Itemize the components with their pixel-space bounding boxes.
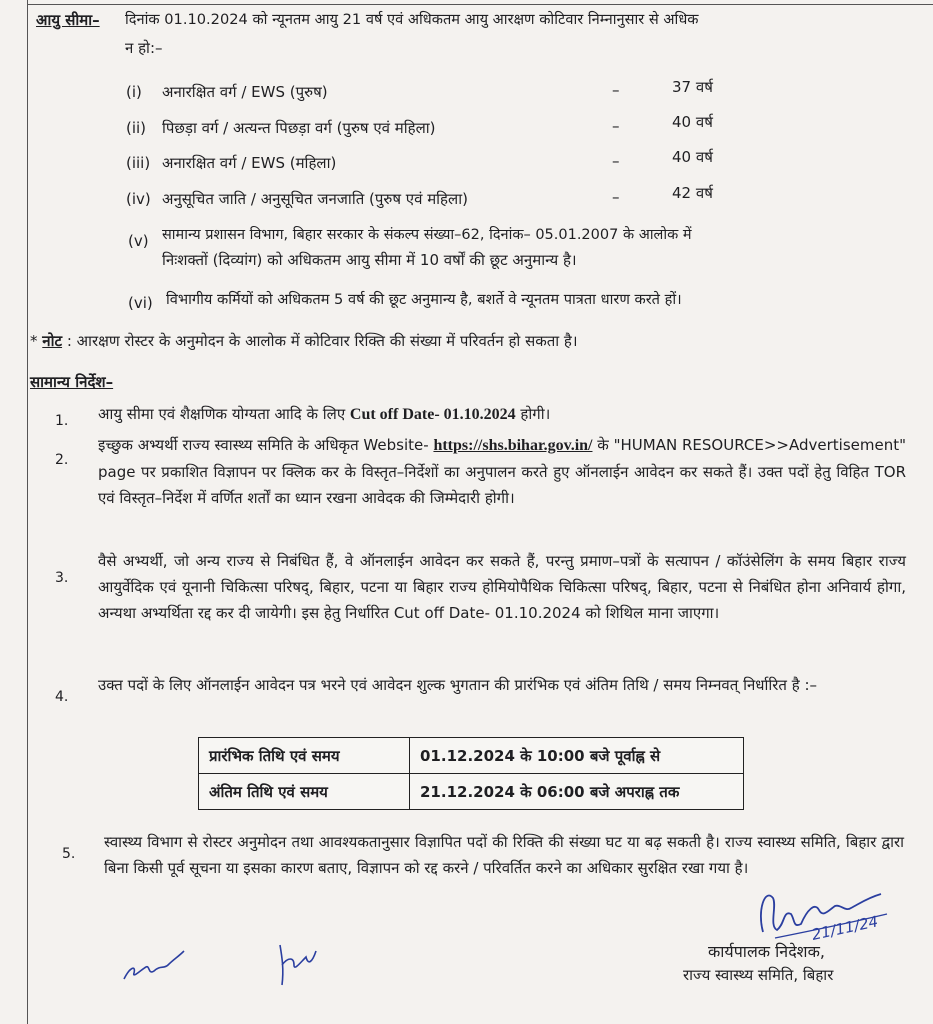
dates-table	[198, 737, 744, 810]
age-limit-intro-line1: दिनांक 01.10.2024 को न्यूनतम आयु 21 वर्ष एवं अधिकतम आयु आरक्षण कोटिवार निम्नानुसार से अधिक	[125, 11, 699, 28]
initials-signature-1	[118, 945, 193, 985]
end-date-label: अंतिम तिथि एवं समय	[199, 774, 410, 810]
signatory-title: कार्यपालक निदेशक,	[708, 942, 825, 961]
list-item-dash: –	[612, 188, 620, 206]
para-2-rest: के "HUMAN RESOURCE>>Advertisement" page पर प्रकाशित विज्ञापन पर क्लिक कर के विस्तृत–निर्देशों का अनुपालन करते हुए ऑनलाईन आवेदन कर सकते हैं। उक्त पदों हेतु विहित TOR एवं विस्तृत–निर्देश में वर्णित शर्तों का ध्यान रखना आवेदक की जिम्मेदारी होगी।	[98, 436, 906, 507]
general-heading: सामान्य निर्देश–	[30, 373, 114, 391]
list-item-text: अनारक्षित वर्ग / EWS (पुरुष)	[162, 83, 328, 101]
para-2-text: इच्छुक अभ्यर्थी राज्य स्वास्थ्य समिति के अधिकृत Website-	[98, 436, 434, 454]
note-star: *	[30, 332, 38, 350]
list-item-num: (i)	[126, 83, 142, 101]
list-item-dash: –	[612, 152, 620, 170]
list-item-num: (iv)	[126, 190, 151, 208]
cutoff-date: Cut off Date- 01.10.2024	[349, 406, 516, 423]
list-item-text: सामान्य प्रशासन विभाग, बिहार सरकार के संकल्प संख्या–62, दिनांक– 05.01.2007 के आलोक में	[162, 227, 692, 243]
list-item-value: 37 वर्ष	[672, 78, 713, 96]
para-1-text: आयु सीमा एवं शैक्षणिक योग्यता आदि के लिए	[98, 405, 350, 423]
para-num: 3.	[55, 570, 69, 586]
left-border-line	[27, 0, 28, 1024]
para-2	[98, 432, 906, 511]
list-item-num: (ii)	[126, 119, 147, 137]
age-limit-heading	[36, 10, 100, 30]
signatory-org: राज्य स्वास्थ्य समिति, बिहार	[683, 966, 834, 984]
list-item-dash: –	[612, 81, 620, 99]
list-item-num: (vi)	[128, 294, 153, 312]
para-3: वैसे अभ्यर्थी, जो अन्य राज्य से निबंधित हैं, वे ऑनलाईन आवेदन कर सकते हैं, परन्तु प्रमाण–पत्रों के सत्यापन / कॉउंसेलिंग के समय बिहार राज्य आयुर्वेदिक एवं यूनानी चिकित्सा परिषद्, बिहार, पटना या बिहार राज्य होमियोपैथिक चिकित्सा परिषद्, बिहार, पटना से निबंधित होना अनिवार्य होगा, अन्यथा अभ्यर्थिता रद्द कर दी जायेगी। इस हेतु निर्धारित Cut off Date- 01.10.2024 को शिथिल माना जाएगा।	[98, 552, 906, 622]
list-item-num: (v)	[128, 232, 149, 250]
note-line	[30, 331, 578, 351]
website-link[interactable]: https://shs.bihar.gov.in/	[433, 437, 593, 454]
list-item-value: 40 वर्ष	[672, 113, 713, 131]
age-limit-heading-text: आयु सीमा–	[36, 11, 100, 29]
para-1	[98, 404, 550, 425]
start-date-label: प्रारंभिक तिथि एवं समय	[199, 738, 410, 774]
para-num: 4.	[55, 689, 69, 705]
list-item-value: 42 वर्ष	[672, 184, 713, 202]
top-border-line	[27, 4, 933, 5]
para-5: स्वास्थ्य विभाग से रोस्टर अनुमोदन तथा आवश्यकतानुसार विज्ञापित पदों की रिक्ति की संख्या घट या बढ़ सकती है। राज्य स्वास्थ्य समिति, बिहार द्वारा बिना किसी पूर्व सूचना या इसका कारण बताए, विज्ञापन को रद्द करने / परिवर्तित करने का अधिकार सुरक्षित रखा गया है।	[104, 833, 904, 877]
list-item-text: निःशक्तों (दिव्यांग) को अधिकतम आयु सीमा में 10 वर्षों की छूट अनुमान्य है।	[162, 251, 577, 269]
note-text: : आरक्षण रोस्टर के अनुमोदन के आलोक में कोटिवार रिक्ति की संख्या में परिवर्तन हो सकता है।	[66, 332, 578, 350]
list-item-text: अनारक्षित वर्ग / EWS (महिला)	[162, 154, 337, 172]
para-1-end: होगी।	[515, 405, 551, 423]
list-item-text: पिछड़ा वर्ग / अत्यन्त पिछड़ा वर्ग (पुरुष एवं महिला)	[162, 119, 436, 137]
start-date-value: 01.12.2024 के 10:00 बजे पूर्वाह्न से	[410, 738, 744, 774]
para-num: 2.	[55, 452, 69, 468]
para-4: उक्त पदों के लिए ऑनलाईन आवेदन पत्र भरने एवं आवेदन शुल्क भुगतान की प्रारंभिक एवं अंतिम तिथि / समय निम्नवत् निर्धारित है :–	[98, 676, 818, 694]
list-item-text: विभागीय कर्मियों को अधिकतम 5 वर्ष की छूट अनुमान्य है, बशर्ते वे न्यूनतम पात्रता धारण करते हों।	[166, 291, 682, 308]
initials-signature-2	[272, 935, 322, 990]
table-row	[199, 738, 744, 774]
signature-date: 21/11/24	[810, 912, 880, 944]
list-item-num: (iii)	[126, 154, 151, 172]
executive-director-signature	[755, 880, 895, 950]
age-limit-intro-line2: न हो:–	[125, 39, 163, 57]
list-item-value: 40 वर्ष	[672, 148, 713, 166]
table-row	[199, 774, 744, 810]
para-num: 1.	[55, 413, 69, 429]
list-item-dash: –	[612, 117, 620, 135]
para-num: 5.	[62, 846, 76, 862]
note-label: नोट	[42, 332, 63, 350]
list-item-text: अनुसूचित जाति / अनुसूचित जनजाति (पुरुष एवं महिला)	[162, 190, 468, 208]
end-date-value: 21.12.2024 के 06:00 बजे अपराह्न तक	[410, 774, 744, 810]
